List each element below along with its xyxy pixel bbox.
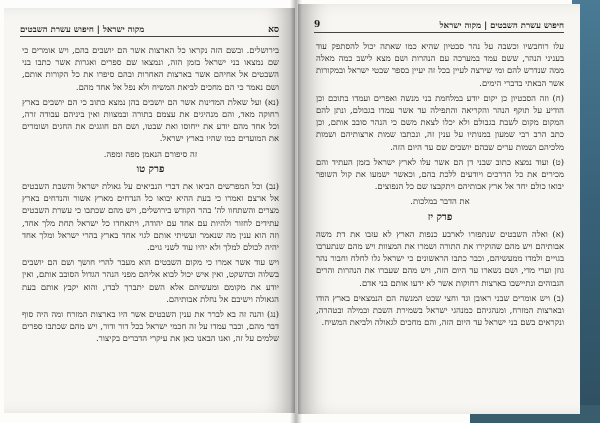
left-paragraph: בירושלים. ובשם הזה נקראו כל הארצות אשר הם יושבים בהם, ויש אומרים כי שם נמצאו בני ישראל בזמן הזה, ונמצאו שם ספרים ואגרות אשר כתבו בני השבטים אל אחיהם אשר בארצות האחרות ובהם סיפרו את כל הקורות אותם, ושם נאמר כי הם מחכים לביאת המשיח ולא נפל אל אחד מהם.	[22, 45, 279, 92]
left-body-text	[22, 44, 279, 399]
left-paragraph: (נא) ועל שאלת המדינות אשר הם יושבים בהן נמצא כתוב כי הם יושבים בארץ רחוקה מאד, והם מנהיגים את עצמם בתורה ובמצוות ואין ביניהם עבודה זרה, וכל אחד מהם יודע את ייחוסו ואת שבטו, ושם הם חוגגים את החגים ושומרים את המועדים כמו שהיו בארץ ישראל.	[22, 96, 279, 144]
left-chapter-heading: פרק טו	[136, 163, 165, 175]
right-chapter-paragraph: (א) ואלה השבטים שנתפזרו לארבע כנפות הארץ לא עזבו את דת משה אבותיהם ויש מהם שהוקירו את התורה ושמרו את המצוות ויש מהם שנתערבו בגויים ולמדו ממעשיהם, וכבר כתבו הראשונים כי ישראל גלו לחלח וחבור נהר גוזן וערי מדי, ושם נשארו עד היום הזה, ויש מהם שעברו את הנהרות והרים הגבוהים ונתיישבו בארצות רחוקות אשר לא ידעו אותם בני אדם.	[316, 228, 564, 288]
right-chapter-heading: פרק יז	[427, 211, 453, 223]
right-body-text	[316, 40, 564, 402]
right-paragraph: (ח) וזה הסבטיון כן יקום יודע במלחמת בני מנשה ואפרים ועמדו בתוכם וכן הודיע על תוקף הנהר והקריאה והתפילה עד אשר עמדו בגבולם, ונתן להם המקום מקום לשבת בגבולם ולא יכלו לצאת משם כי הנהר סובב אותם, וכן כתב הרב רבי שמעון במנותיו על ענין זה, ונכתבו שמות ארצותיהם ושמות מלכיהם ושמות ערים שבהם יושבים שם עד היום הזה.	[316, 92, 564, 152]
right-running-title: חיפוש עשרת השבטים | מקוה ישראל	[439, 20, 564, 31]
left-page-number: סא	[268, 24, 279, 35]
left-chapter-paragraph: ויש עוד אשר אמרו כי מקום השבטים הוא מעבר להרי חושך ושם הם יושבים בשלוה ובהשקט, ואין איש יכול לבוא אליהם מפני הנהר הגדול הסובב אותם, ואין יודע את מקומם ומעשיהם אלא השם יתברך לבדו, והוא יקבץ אותם בעת הגאולה וישיבם אל נחלת אבותיהם.	[22, 257, 279, 304]
left-page	[4, 8, 295, 413]
right-running-head	[314, 18, 564, 33]
book-gutter	[290, 0, 302, 423]
right-paragraph: עלו רוחבשיו וכשבה על נהר סבטיון שהיא כמו שאתה יכול להסתפק עוד בעניני הנהר, ששם עמד במערכה עם הנהרות ושם מצא לישב כמה מאלה ממה שנדרש להם ומי שירצה לעיין בכל זה יעיין בספר שבטי ישראל ובמקורות אשר הבאתי בדברי הימים.	[316, 41, 564, 88]
left-chapter-paragraph: (נב) וכל המפרשים הביאו את דברי הנביאים על גאולת ישראל והשבת השבטים אל ארצם ואמרו כי בעת ההיא יבואו כל הנדחים מארץ אשור והנדחים בארץ מצרים והשתחוו לה' בהר הקודש בירושלים, ויש מהם שכתבו כי עשרת השבטים עתידים לחזור ולהיות עם אחד עם יהודה, ויתאחדו כל ישראל תחת מלך אחד, וזה הוא ענין מה שנאמר ועשיתי אותם לגוי אחד בארץ בהרי ישראל ומלך אחד יהיה לכולם למלך ולא יהיו עוד לשני גוים.	[22, 181, 279, 253]
left-running-head	[20, 22, 279, 37]
left-end-note: זה סיפורם הנאמן מפה ומפה.	[103, 148, 198, 159]
right-chapter-paragraph: (ב) ויש אומרים שבני ראובן וגד וחצי שבט המנשה הם הנמצאים בארץ הודו ובארצות המזרח, ומנהגיהם כמנהגי ישראל בשמירת השבת ובמילה ובטהרה, ונקראים בשם בני ישראל עד היום הזה, והם מחכים לגאולה ולביאת המשיח.	[316, 292, 564, 328]
right-end-note: את הדבר במלכות.	[410, 196, 470, 207]
right-paragraph: (ט) ועוד נמצא כתוב שבני דן הם אשר עלו לארץ ישראל בזמן העתיד והם מכירים את כל הדרכים ויודעים ללכת בהם, וכאשר ישמעו את קול השופר יבואו כולם יחד אל ארץ אבותיהם ויתקבצו שם כל הנפוצים.	[316, 156, 564, 192]
right-page-number: 9	[314, 20, 321, 30]
left-chapter-paragraph: (נג) והנה זה בא לברר את ענין השבטים אשר היו בארצות המזרח ומה היה סוף דבר מהם, וכבר עמדו על זה חכמי ישראל בכל דור ודור, ויש מהם שכתבו ספרים שלמים על זה, ואנו הבאנו כאן את עיקרי הדברים בקיצור.	[22, 309, 279, 344]
left-running-title: מקוה ישראל | חיפוש עשרת השבטים	[20, 24, 145, 35]
right-page	[298, 4, 580, 414]
